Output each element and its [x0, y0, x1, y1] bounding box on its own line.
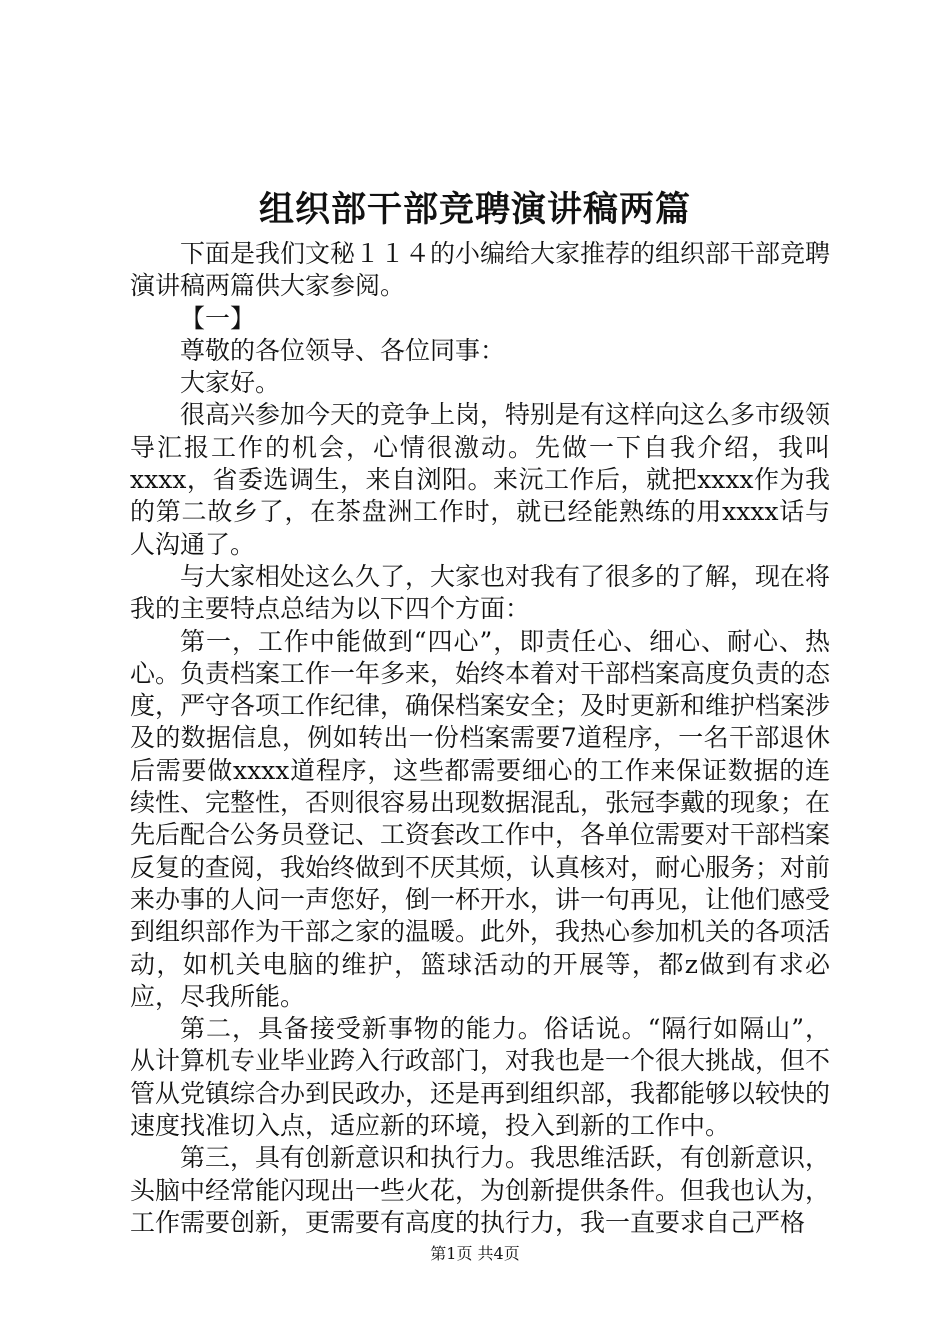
paragraph-intro: 下面是我们文秘１１４的小编给大家推荐的组织部干部竞聘演讲稿两篇供大家参阅。	[130, 239, 831, 301]
paragraph-point-one: 第一，工作中能做到“四心”，即责任心、细心、耐心、热心。负责档案工作一年多来，始终本着对干部档案高度负责的态度，严守各项工作纪律，确保档案安全；及时更新和维护档案涉及的数据信息，例如转出一份档案需要7道程序，一名干部退休后需要做xxxx道程序，这些都需要细心的工作来保证数据的连续性、完整性，否则很容易出现数据混乱，张冠李戴的现象；在先后配合公务员登记、工资套改工作中，各单位需要对干部档案反复的查阅，我始终做到不厌其烦，认真核对，耐心服务；对前来办事的人问一声您好，倒一杯开水，讲一句再见，让他们感受到组织部作为干部之家的温暖。此外，我热心参加机关的各项活动，如机关电脑的维护，篮球活动的开展等，都z做到有求必应，尽我所能。	[130, 626, 831, 1011]
page-footer: 第1页 共4页	[430, 1244, 520, 1263]
paragraph-section-marker: 【一】	[180, 303, 256, 333]
paragraph-overview: 与大家相处这么久了，大家也对我有了很多的了解，现在将我的主要特点总结为以下四个方面：	[130, 561, 831, 624]
paragraph-point-three: 第三，具有创新意识和执行力。我思维活跃，有创新意识，头脑中经常能闪现出一些火花，为创新提供条件。但我也认为，工作需要创新，更需要有高度的执行力，我一直要求自己严格	[130, 1143, 831, 1237]
paragraph-point-two: 第二，具备接受新事物的能力。俗话说。“隔行如隔山”，从计算机专业毕业跨入行政部门，对我也是一个很大挑战，但不管从党镇综合办到民政办，还是再到组织部，我都能够以较快的速度找准切入点，适应新的环境，投入到新的工作中。	[130, 1014, 831, 1141]
paragraph-salutation: 尊敬的各位领导、各位同事：	[180, 335, 506, 365]
paragraph-greeting: 大家好。	[180, 368, 281, 398]
paragraph-self-intro: 很高兴参加今天的竞争上岗，特别是有这样向这么多市级领导汇报工作的机会，心情很激动。先做一下自我介绍，我叫xxxx，省委选调生，来自浏阳。来沅工作后，就把xxxx作为我的第二故乡了，在茶盘洲工作时，就已经能熟练的用xxxx话与人沟通了。	[130, 400, 831, 559]
document-title: 组织部干部竞聘演讲稿两篇	[258, 189, 691, 230]
document-body	[130, 238, 830, 1239]
